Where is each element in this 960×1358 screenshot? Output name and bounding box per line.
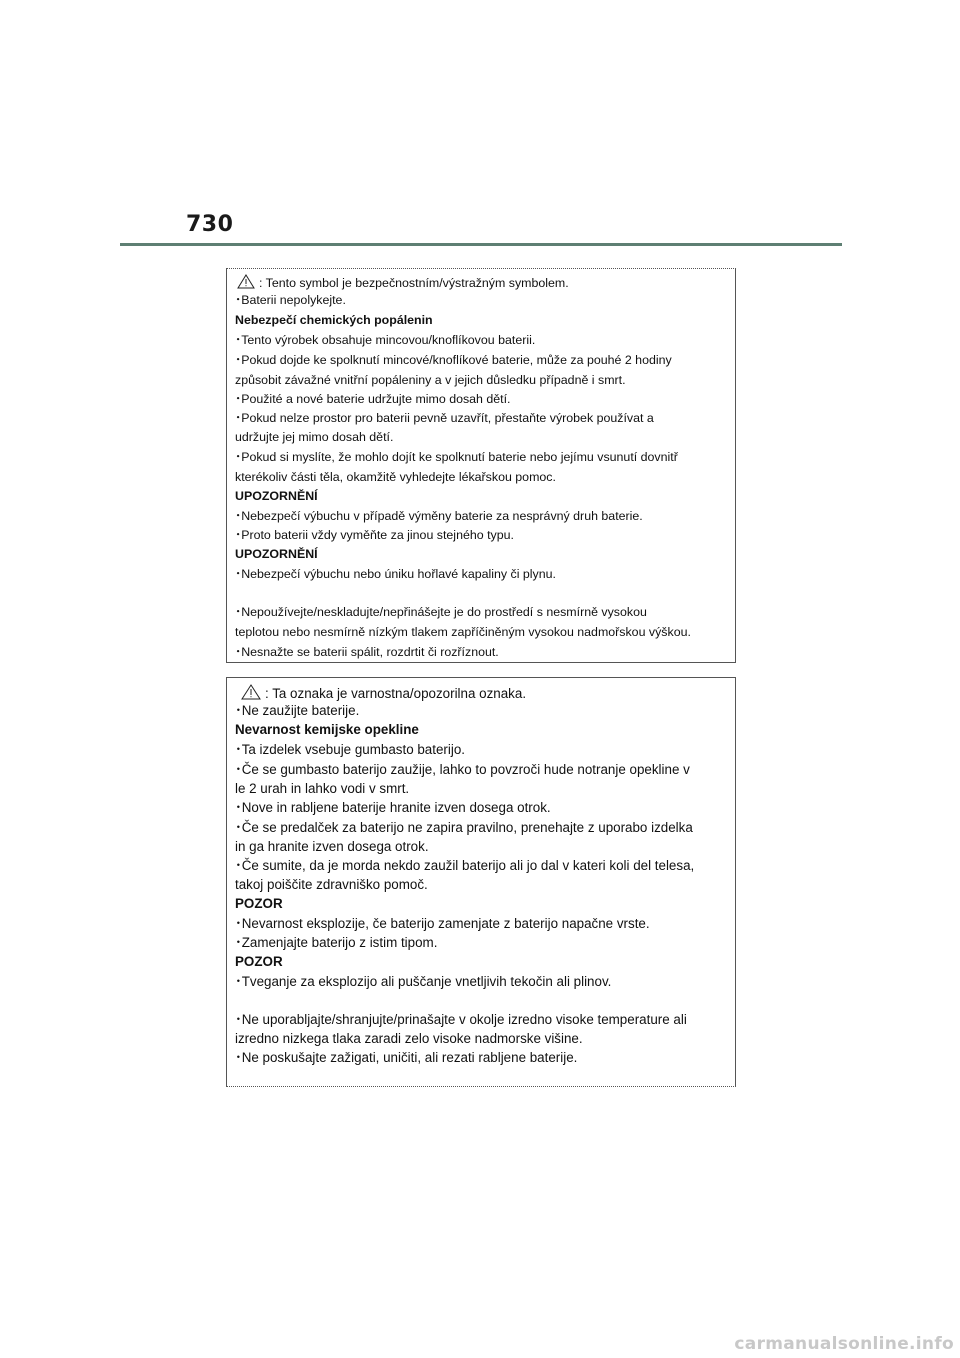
czech-warning-box [226, 268, 736, 663]
czech-line: ･Pokud dojde ke spolknutí mincové/knoflíkové baterie, může za pouhé 2 hodiny [235, 353, 672, 367]
slovenian-line: ･Če sumite, da je morda nekdo zaužil baterijo ali jo dal v kateri koli del telesa, [235, 858, 695, 873]
czech-line: ･Použité a nové baterie udržujte mimo dosah dětí. [235, 392, 511, 406]
watermark: carmanualsonline.info [734, 1334, 954, 1354]
page-number: 730 [186, 212, 234, 237]
slovenian-intro-line [241, 684, 526, 701]
header-rule [120, 243, 842, 246]
slovenian-line: izredno nizkega tlaka zaradi zelo visoke nadmorske višine. [235, 1031, 583, 1046]
czech-heading: UPOZORNĚNÍ [235, 489, 318, 503]
slovenian-line: ･Če se gumbasto baterijo zaužije, lahko to povzroči hude notranje opekline v [235, 762, 690, 777]
slovenian-line: ･Če se predalček za baterijo ne zapira pravilno, prenehajte z uporabo izdelka [235, 820, 693, 835]
slovenian-heading: POZOR [235, 896, 283, 911]
slovenian-intro-text: : Ta oznaka je varnostna/opozorilna oznaka. [265, 686, 527, 701]
czech-intro-line [237, 274, 569, 290]
czech-heading: Nebezpečí chemických popálenin [235, 313, 433, 327]
slovenian-line: ･Ne uporabljajte/shranjujte/prinašajte v okolje izredno visoke temperature ali [235, 1012, 687, 1027]
czech-line: ･Pokud si myslíte, že mohlo dojít ke spolknutí baterie nebo jejímu vsunutí dovnitř [235, 450, 678, 464]
czech-line: ･Baterii nepolykejte. [235, 293, 346, 307]
warning-triangle-icon [237, 274, 255, 289]
czech-line: udržujte jej mimo dosah dětí. [235, 430, 394, 444]
slovenian-heading: POZOR [235, 954, 283, 969]
czech-intro-text: : Tento symbol je bezpečnostním/výstražným symbolem. [259, 276, 569, 290]
slovenian-line: ･Ne poskušajte zažigati, uničiti, ali rezati rabljene baterije. [235, 1050, 578, 1065]
slovenian-line: ･Ne zaužijte baterije. [235, 703, 360, 718]
slovenian-line: ･Nove in rabljene baterije hranite izven dosega otrok. [235, 800, 551, 815]
slovenian-line: ･Zamenjajte baterijo z istim tipom. [235, 935, 438, 950]
slovenian-line: ･Tveganje za eksplozijo ali puščanje vnetljivih tekočin ali plinov. [235, 974, 612, 989]
slovenian-heading: Nevarnost kemijske opekline [235, 722, 419, 737]
slovenian-line: ･Nevarnost eksplozije, če baterijo zamenjate z baterijo napačne vrste. [235, 916, 650, 931]
czech-line: způsobit závažné vnitřní popáleniny a v jejich důsledku případně i smrt. [235, 373, 626, 387]
slovenian-line: le 2 urah in lahko vodi v smrt. [235, 781, 410, 796]
czech-line: ･Nebezpečí výbuchu nebo úniku hořlavé kapaliny či plynu. [235, 567, 556, 581]
warning-triangle-icon [241, 684, 261, 700]
czech-line: ･Tento výrobek obsahuje mincovou/knoflíkovou baterii. [235, 333, 536, 347]
czech-line: ･Pokud nelze prostor pro baterii pevně uzavřít, přestaňte výrobek používat a [235, 411, 654, 425]
czech-line: kterékoliv části těla, okamžitě vyhledejte lékařskou pomoc. [235, 470, 556, 484]
slovenian-line: ･Ta izdelek vsebuje gumbasto baterijo. [235, 742, 466, 757]
czech-line: ･Nebezpečí výbuchu v případě výměny baterie za nesprávný druh baterie. [235, 509, 643, 523]
czech-line: ･Proto baterii vždy vyměňte za jinou stejného typu. [235, 528, 514, 542]
slovenian-warning-box [226, 677, 736, 1087]
czech-line: ･Nepoužívejte/neskladujte/nepřinášejte je do prostředí s nesmírně vysokou [235, 605, 647, 619]
czech-heading: UPOZORNĚNÍ [235, 547, 318, 561]
slovenian-line: in ga hranite izven dosega otrok. [235, 839, 429, 854]
czech-line: ･Nesnažte se baterii spálit, rozdrtit či rozříznout. [235, 645, 499, 659]
slovenian-line: takoj poiščite zdravniško pomoč. [235, 877, 428, 892]
czech-line: teplotou nebo nesmírně nízkým tlakem zapříčiněným vysokou nadmořskou výškou. [235, 625, 691, 639]
